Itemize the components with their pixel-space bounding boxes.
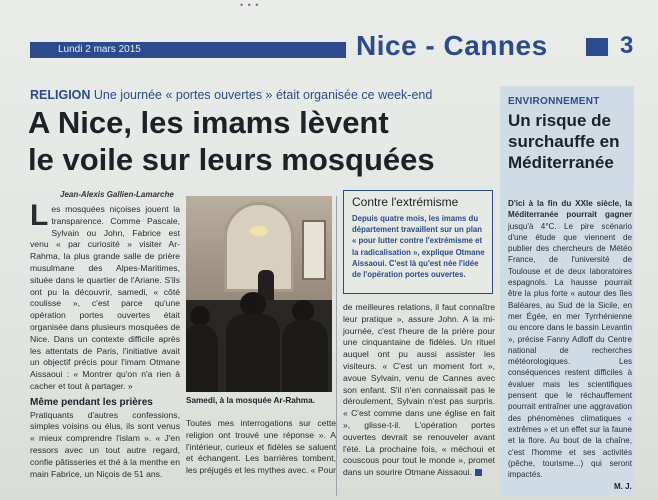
page-number: 3 — [620, 32, 634, 59]
article-subhead: Même pendant les prières — [30, 396, 153, 408]
headline-line-2: le voile sur leurs mosquées — [28, 142, 435, 177]
photo-head — [240, 292, 266, 316]
photo-head — [190, 306, 210, 326]
sidebar-kicker: ENVIRONNEMENT — [508, 96, 600, 107]
section-square-icon — [586, 38, 608, 56]
mosque-photo — [186, 196, 332, 392]
environment-sidebar — [500, 86, 634, 496]
sidebar-lead: D'ici à la fin du XXIe siècle, la Méditerranée pourrait gagner — [508, 199, 632, 220]
kicker-text: Une journée « portes ouvertes » était organisée ce week-end — [93, 88, 433, 102]
sidebar-text — [508, 198, 632, 480]
issue-date: Lundi 2 mars 2015 — [58, 44, 141, 55]
article-paragraph-2: Pratiquants d'autres confessions, simples voisins ou élus, ils sont venus « mieux comprendre l'islam ». « J'en ressors avec un tout autre regard, confie pâtisseries et thé à la menthe en main Fabrice, un Niçois de 51 ans. — [30, 409, 180, 479]
kicker-label: RELIGION — [30, 88, 91, 102]
photo-lamp — [250, 226, 268, 236]
photo-body — [282, 320, 328, 392]
sidebar-box-extremism — [343, 190, 493, 294]
photo-window — [302, 220, 326, 280]
sidebar-title: Un risque de surchauffe en Méditerranée — [508, 111, 620, 172]
photo-head — [292, 300, 314, 322]
article-paragraph-4: de meilleures relations, il faut connaître leur pratique », assure John. A la mi-journée, c'est l'heure de la prière pour une cinquantaine de fidèles. Un rituel auquel ont pu aussi assister les visiteurs. « C'est un moment fort », avoue Sylvain, venu de Cannes avec son enfant. S'il n'en connaissait pas le déroulement, Sylvain n'est pas surpris. « C'est comme dans une église en fait », glisse-t-il. L'opération portes ouvertes devrait se renouveler avant l'été. La prochaine fois, « méchoui et couscous pour tout le monde », promet dans un sourire Otmane Aissaoui. — [343, 302, 495, 478]
byline: Jean-Alexis Gallien-Lamarche — [60, 190, 174, 199]
sidebar-body: jusqu'à 4°C. Le pire scénario d'une étude que viennent de publier des chercheurs de Météo France, de l'université de Toulouse et de deux laboratoires espagnols. La hausse pourrait être la plus forte « autour des îles Baléares, au Sud de la Sicile, en mer Égée, en mer Tyrrhénienne ou encore dans le bassin Levantin », précise Fanny Adloff du Centre national de recherches météorologiques. Les conséquences restent difficiles à évaluer mais les scientifiques pensent que le réchauffement pourrait entraîner une aggravation des phénomènes climatiques « extrêmes » et un effet sur la faune et la flore. Au bout de la chaîne, c'est l'homme et ses activités (pêche, tourisme...) qui seront impactés. — [508, 221, 632, 480]
article-kicker — [30, 88, 495, 102]
article-headline — [28, 104, 498, 178]
photo-body — [226, 314, 280, 392]
end-of-article-icon — [475, 469, 482, 476]
headline-line-1: A Nice, les imams lèvent — [28, 105, 389, 140]
page-top-marks: • • • — [240, 0, 260, 10]
article-column-3 — [343, 302, 495, 479]
article-column-1 — [30, 199, 180, 480]
box-text: Depuis quatre mois, les imams du département travaillent sur un plan « pour lutter contre l'extrémisme et la radicalisation », explique Otmane Aissaoui. C'est là qu'est née l'idée de l'opération portes ouvertes. — [352, 214, 485, 280]
article-column-2 — [186, 418, 336, 477]
section-title: Nice - Cannes — [356, 30, 548, 61]
date-bar — [30, 42, 346, 58]
photo-body — [186, 324, 218, 392]
author-initials: M. J. — [614, 482, 632, 491]
photo-caption: Samedi, à la mosquée Ar-Rahma. — [186, 396, 315, 405]
article-paragraph-3: Toutes mes interrogations sur cette religion ont trouvé une réponse ». A l'intérieur, curieux et fidèles se saluent et échangent. Les barrières tombent, les préjugés et les mythes avec. « Pour — [186, 418, 336, 476]
article-intro: es mosquées niçoises jouent la transparence. Comme Pascale, Sylvain ou John, Fabrice est venu « par curiosité » visiter Ar-Rahma, la plus grande salle de prière musulmane des Alpes-Maritimes, située dans le quartier de l'Ariane. S'ils ont pu la découvrir, samedi, « côté coulisse », c'est parce qu'une opération portes ouvertes était organisée dans plusieurs mosquées de Nice. Dans un contexte difficile après les attentats de Paris, l'initiative avait un objectif précis pour l'imam Otmane Aissaoui : « Montrer qu'on n'a rien à cacher et tout à partager. » — [30, 204, 180, 391]
column-divider — [336, 196, 337, 496]
box-title: Contre l'extrémisme — [352, 195, 459, 209]
drop-cap: L — [30, 199, 49, 232]
